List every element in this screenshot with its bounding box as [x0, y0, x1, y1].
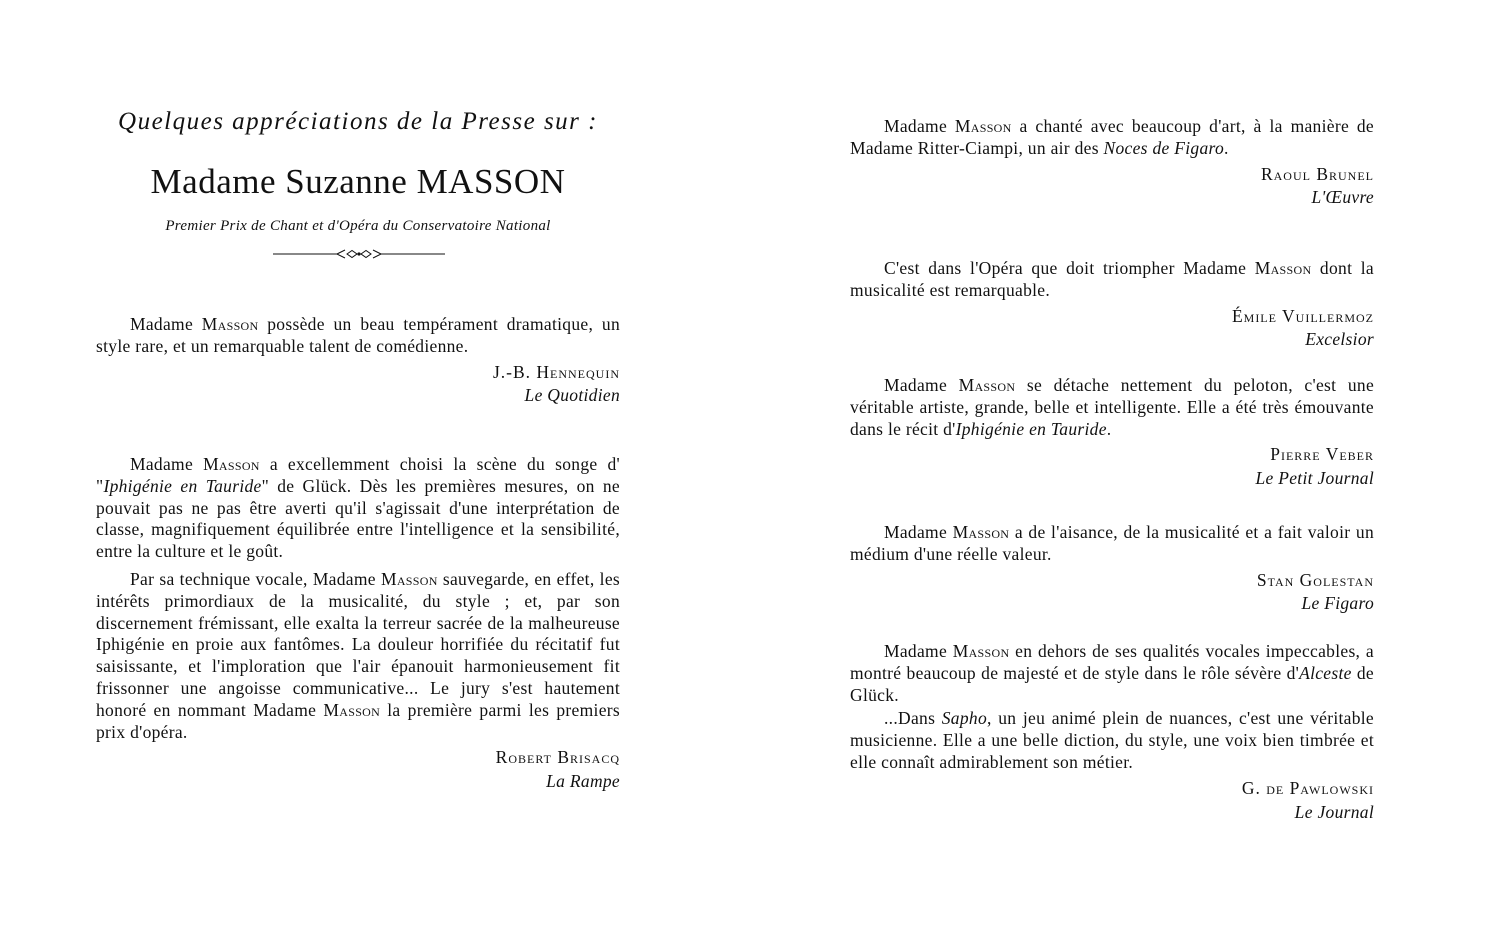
review-author: Émile Vuillermoz	[1231, 305, 1374, 326]
text-run: .	[1224, 137, 1229, 158]
text-run: a de l'aisance, de la musicalité et a fait valoir un médium d'une réelle valeur.	[850, 522, 1375, 564]
text-run: " de Glück. Dès les premières mesures, on ne pouvait pas ne pas être averti qu'il s'agissait d'une interprétation de classe, magnifiquement équilibrée entre l'intelligence et la sensibilité, entre la culture et le goût.	[96, 475, 620, 562]
review-text	[850, 116, 1374, 160]
name-small-caps: Masson	[203, 454, 260, 474]
name-small-caps: Masson	[1254, 258, 1312, 278]
review-author: Pierre Veber	[1270, 444, 1374, 465]
text-run: de Glück.	[850, 662, 1374, 705]
review-journal: Le Journal	[1294, 801, 1374, 822]
review-journal: Le Petit Journal	[1255, 468, 1374, 489]
italic-title: Noces de Figaro	[1103, 137, 1225, 158]
review-author: Raoul Brunel	[1260, 163, 1374, 184]
review-pawlowski	[850, 641, 1374, 823]
review-hennequin	[96, 314, 620, 407]
review-text	[850, 522, 1374, 566]
ornament-divider-icon	[273, 247, 445, 261]
review-text-continued	[96, 569, 620, 743]
review-golestan	[850, 522, 1374, 615]
name-small-caps: Masson	[952, 641, 1010, 661]
text-run: en dehors de ses qualités vocales impeccables, a montré beaucoup de majesté et de style dans le rôle sévère d'	[850, 641, 1374, 683]
text-run: Madame	[884, 522, 953, 542]
text-run: Madame	[130, 454, 204, 474]
italic-title: Iphigénie en Tauride	[955, 418, 1107, 439]
review-text	[96, 454, 620, 563]
text-run: a chanté avec beaucoup d'art, à la manière de Madame Ritter-Ciampi, un air des	[850, 116, 1374, 158]
text-run: .	[1106, 418, 1112, 439]
award-subtitle: Premier Prix de Chant et d'Opéra du Conservatoire National	[165, 218, 551, 234]
review-journal: L'Œuvre	[1311, 187, 1374, 208]
name-small-caps: Masson	[323, 699, 381, 720]
italic-title: Alceste	[1299, 662, 1352, 683]
text-run: , un jeu animé plein de nuances, c'est une véritable musicienne. Elle a une belle diction, du style, une voix bien timbrée et elle connaît admirablement son métier.	[850, 708, 1374, 772]
review-text	[850, 375, 1374, 440]
review-journal: Le Figaro	[1301, 593, 1374, 614]
review-text-continued	[850, 708, 1374, 773]
name-small-caps: Masson	[952, 522, 1010, 542]
review-veber	[850, 375, 1374, 490]
review-journal: Excelsior	[1305, 329, 1374, 350]
singer-name: Madame Suzanne MASSON	[150, 162, 566, 201]
text-run: la première parmi les premiers prix d'opéra.	[96, 699, 620, 742]
name-small-caps: Masson	[380, 568, 438, 589]
review-author: G. de Pawlowski	[1241, 777, 1374, 798]
press-heading: Quelques appréciations de la Presse sur :	[118, 108, 598, 135]
review-author: Robert Brisacq	[495, 747, 620, 768]
review-journal: La Rampe	[546, 771, 620, 792]
text-run: se détache nettement du peloton, c'est une véritable artiste, grande, belle et intelligente. Elle a été très émouvante dans le récit d'	[850, 375, 1375, 439]
text-run: Madame	[130, 314, 202, 334]
name-small-caps: Masson	[954, 116, 1012, 136]
review-text	[96, 314, 620, 358]
italic-title: Sapho	[941, 708, 987, 729]
review-author: J.-B. Hennequin	[492, 361, 620, 382]
review-text	[850, 641, 1374, 706]
text-run: Madame	[884, 641, 953, 661]
text-run: C'est dans l'Opéra que doit triompher Madame	[884, 258, 1255, 278]
text-run: sauvegarde, en effet, les intérêts primordiaux de la musicalité, du style ; et, par son discernement frémissant, elle exalta la terreur sacrée de la malheureuse Iphigénie en proie aux fantômes. La douleur horrifiée du récitatif fut saisissante, et l'imploration que l'air épanouit harmonieusement fit frissonner une angoisse communicative... Le jury s'est hautement honoré en nommant Madame	[96, 568, 621, 720]
review-text	[850, 258, 1374, 302]
review-brisacq	[96, 454, 620, 793]
text-run: ...Dans	[884, 708, 942, 729]
name-small-caps: Masson	[958, 375, 1016, 395]
text-run: Par sa technique vocale, Madame	[130, 568, 381, 589]
text-run: Madame	[884, 375, 959, 395]
review-brunel	[850, 116, 1374, 209]
text-run: a excellemment choisi la scène du songe d' "	[96, 454, 620, 496]
name-small-caps: Masson	[201, 314, 259, 334]
text-run: Madame	[884, 116, 955, 136]
text-run: dont la musicalité est remarquable.	[850, 258, 1374, 300]
italic-title: Iphigénie en Tauride	[103, 475, 262, 496]
text-run: possède un beau tempérament dramatique, un style rare, et un remarquable talent de comédienne.	[96, 314, 620, 356]
review-vuillermoz	[850, 258, 1374, 351]
review-journal: Le Quotidien	[524, 385, 620, 406]
review-author: Stan Golestan	[1256, 569, 1374, 590]
